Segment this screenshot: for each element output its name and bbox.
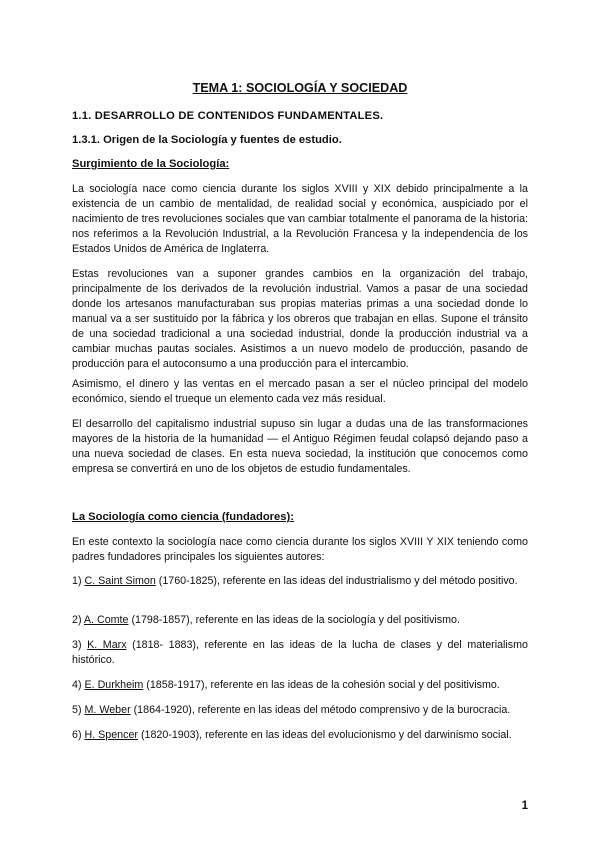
author-number: 6) [72, 729, 82, 741]
author-name: C. Saint Simon [84, 575, 156, 587]
author-number: 1) [72, 575, 82, 587]
section-title-surgimiento: Surgimiento de la Sociología: [72, 158, 230, 170]
author-name: M. Weber [84, 704, 131, 716]
author-name: K. Marx [87, 639, 127, 651]
author-description: (1864-1920), referente en las ideas del método comprensivo y de la burocracia. [133, 704, 511, 716]
paragraph: Asimismo, el dinero y las ventas en el mercado pasan a ser el núcleo principal del modelo económico, siendo el trueque un elemento cada vez más residual. [72, 378, 528, 405]
section-title-fundadores: La Sociología como ciencia (fundadores): [72, 511, 294, 523]
heading-contenidos: 1.1. DESARROLLO DE CONTENIDOS FUNDAMENTALES. [72, 110, 384, 122]
author-item [72, 638, 528, 668]
author-item [72, 728, 528, 743]
paragraph: Estas revoluciones van a suponer grandes cambios en la organización del trabajo, principalmente de los derivados de la revolución industrial. Vamos a pasar de una sociedad donde los artesanos manufacturaban sus propias materias primas a una sociedad donde lo manual va a ser sustituido por la fábrica y los obreros que trabajan en ellas. Supone el tránsito de una sociedad tradicional a una sociedad industrial, donde la producción industrial va a cambiar muchas pautas sociales. Asistimos a un nuevo modelo de producción, pasando de producción para el autoconsumo a una producción para el intercambio. [72, 268, 528, 370]
author-number: 3) [72, 639, 82, 651]
author-description: (1818- 1883), referente en las ideas de la lucha de clases y del materialismo histórico. [72, 639, 528, 666]
author-name: A. Comte [83, 614, 129, 626]
paragraph: La sociología nace como ciencia durante los siglos XVIII y XIX debido principalmente a la existencia de un cambio de mentalidad, de realidad social y económica, auspiciado por el nacimiento de tres revoluciones sociales que van cambiar totalmente el panorama de la historia: nos referimos a la Revolución Industrial, a la Revolución Francesa y la independencia de los Estados Unidos de América de Inglaterra. [72, 183, 528, 255]
heading-origen: 1.3.1. Origen de la Sociología y fuentes de estudio. [72, 134, 342, 146]
author-description: (1760-1825), referente en las ideas del industrialismo y del método positivo. [158, 575, 518, 587]
page-number: 1 [521, 800, 528, 812]
document-page [72, 0, 528, 848]
author-item [72, 678, 528, 693]
author-number: 5) [72, 704, 82, 716]
document-title: TEMA 1: SOCIOLOGÍA Y SOCIEDAD [192, 81, 408, 95]
paragraph: El desarrollo del capitalismo industrial supuso sin lugar a dudas una de las transformaciones mayores de la historia de la humanidad — el Antiguo Régimen feudal colapsó dejando paso a una nueva sociedad de clases. En esta nueva sociedad, la institución que conocemos como empresa se convertirá en uno de los objetos de estudio fundamentales. [72, 418, 528, 475]
author-description: (1858-1917), referente en las ideas de la cohesión social y del positivismo. [146, 679, 500, 691]
author-item [72, 703, 528, 718]
author-description: (1820-1903), referente en las ideas del evolucionismo y del darwinismo social. [140, 729, 512, 741]
author-number: 4) [72, 679, 82, 691]
author-number: 2) [72, 614, 82, 626]
author-name: H. Spencer [84, 729, 138, 741]
author-name: E. Durkheim [84, 679, 144, 691]
author-item [72, 613, 528, 628]
author-item [72, 574, 528, 589]
author-description: (1798-1857), referente en las ideas de la sociología y del positivismo. [131, 614, 460, 626]
paragraph: En este contexto la sociología nace como ciencia durante los siglos XVIII Y XIX teniendo como padres fundadores principales los siguientes autores: [72, 536, 528, 563]
